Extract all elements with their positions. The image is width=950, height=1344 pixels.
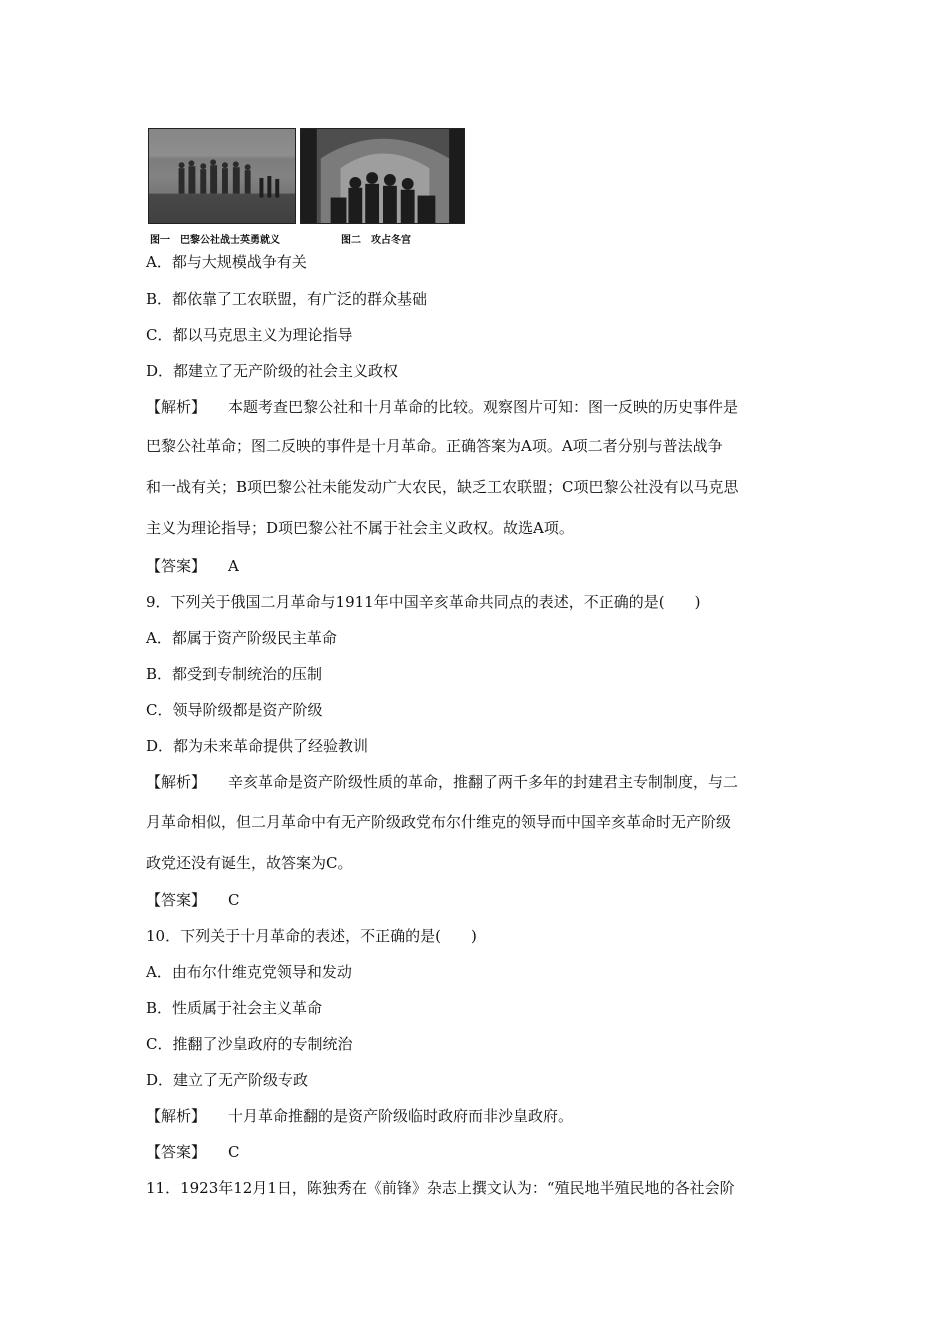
q10-answer-value: C bbox=[228, 1143, 240, 1161]
winter-palace-image bbox=[301, 129, 464, 223]
q9-option-a: A．都属于资产阶级民主革命 bbox=[146, 629, 337, 647]
q8-option-d: D．都建立了无产阶级的社会主义政权 bbox=[146, 362, 399, 380]
q9-option-d: D．都为未来革命提供了经验教训 bbox=[146, 737, 369, 755]
q10-analysis-text-1: 十月革命推翻的是资产阶级临时政府而非沙皇政府。 bbox=[228, 1107, 574, 1125]
q10-stem: 10．下列关于十月革命的表述，不正确的是( ) bbox=[146, 927, 477, 945]
q9-analysis-tag: 【解析】 bbox=[146, 773, 207, 791]
q8-analysis-line-4: 主义为理论指导；D项巴黎公社不属于社会主义政权。故选A项。 bbox=[146, 519, 574, 537]
paris-commune-image bbox=[149, 129, 295, 223]
q8-analysis-text-1: 本题考查巴黎公社和十月革命的比较。观察图片可知：图一反映的历史事件是 bbox=[228, 398, 739, 416]
q8-analysis-line-3: 和一战有关；B项巴黎公社未能发动广大农民，缺乏工农联盟；C项巴黎公社没有以马克思 bbox=[146, 478, 739, 496]
q10-option-d: D．建立了无产阶级专政 bbox=[146, 1071, 309, 1089]
q9-analysis-line-3: 政党还没有诞生，故答案为C。 bbox=[146, 854, 353, 872]
q9-option-c: C．领导阶级都是资产阶级 bbox=[146, 701, 323, 719]
q8-analysis-line-1 bbox=[146, 397, 738, 417]
q10-option-b: B．性质属于社会主义革命 bbox=[146, 999, 323, 1017]
q11-stem: 11．1923年12月1日，陈独秀在《前锋》杂志上撰文认为：“殖民地半殖民地的各社会阶 bbox=[146, 1179, 735, 1197]
q8-answer-value: A bbox=[228, 557, 239, 575]
q8-analysis-line-2: 巴黎公社革命；图二反映的事件是十月革命。正确答案为A项。A项二者分别与普法战争 bbox=[146, 437, 723, 455]
q10-analysis-tag: 【解析】 bbox=[146, 1107, 207, 1125]
q10-answer-tag: 【答案】 bbox=[146, 1143, 207, 1161]
q10-answer-line bbox=[146, 1142, 240, 1162]
q8-option-c: C．都以马克思主义为理论指导 bbox=[146, 326, 353, 344]
q9-answer-value: C bbox=[228, 891, 240, 909]
q8-answer-line bbox=[146, 556, 239, 576]
q8-option-b: B．都依靠了工农联盟，有广泛的群众基础 bbox=[146, 290, 428, 308]
q9-analysis-line-1 bbox=[146, 772, 738, 792]
q9-analysis-text-1: 辛亥革命是资产阶级性质的革命，推翻了两千多年的封建君主专制制度，与二 bbox=[228, 773, 739, 791]
q8-answer-tag: 【答案】 bbox=[146, 557, 207, 575]
paris-commune-photo bbox=[148, 128, 296, 224]
q9-answer-tag: 【答案】 bbox=[146, 891, 207, 909]
q10-option-c: C．推翻了沙皇政府的专制统治 bbox=[146, 1035, 353, 1053]
q9-analysis-line-2: 月革命相似，但二月革命中有无产阶级政党布尔什维克的领导而中国辛亥革命时无产阶级 bbox=[146, 813, 732, 831]
figure-group bbox=[148, 128, 468, 248]
q9-answer-line bbox=[146, 890, 240, 910]
q10-option-a: A．由布尔什维克党领导和发动 bbox=[146, 963, 352, 981]
q10-analysis-line-1 bbox=[146, 1106, 573, 1126]
figure1-caption: 图一 巴黎公社战士英勇就义 bbox=[150, 235, 280, 246]
winter-palace-photo bbox=[300, 128, 465, 224]
q9-stem: 9．下列关于俄国二月革命与1911年中国辛亥革命共同点的表述，不正确的是( ) bbox=[146, 593, 701, 611]
q9-option-b: B．都受到专制统治的压制 bbox=[146, 665, 323, 683]
q8-analysis-tag: 【解析】 bbox=[146, 398, 207, 416]
q8-option-a: A．都与大规模战争有关 bbox=[146, 253, 307, 271]
figure2-caption: 图二 攻占冬宫 bbox=[341, 235, 411, 246]
